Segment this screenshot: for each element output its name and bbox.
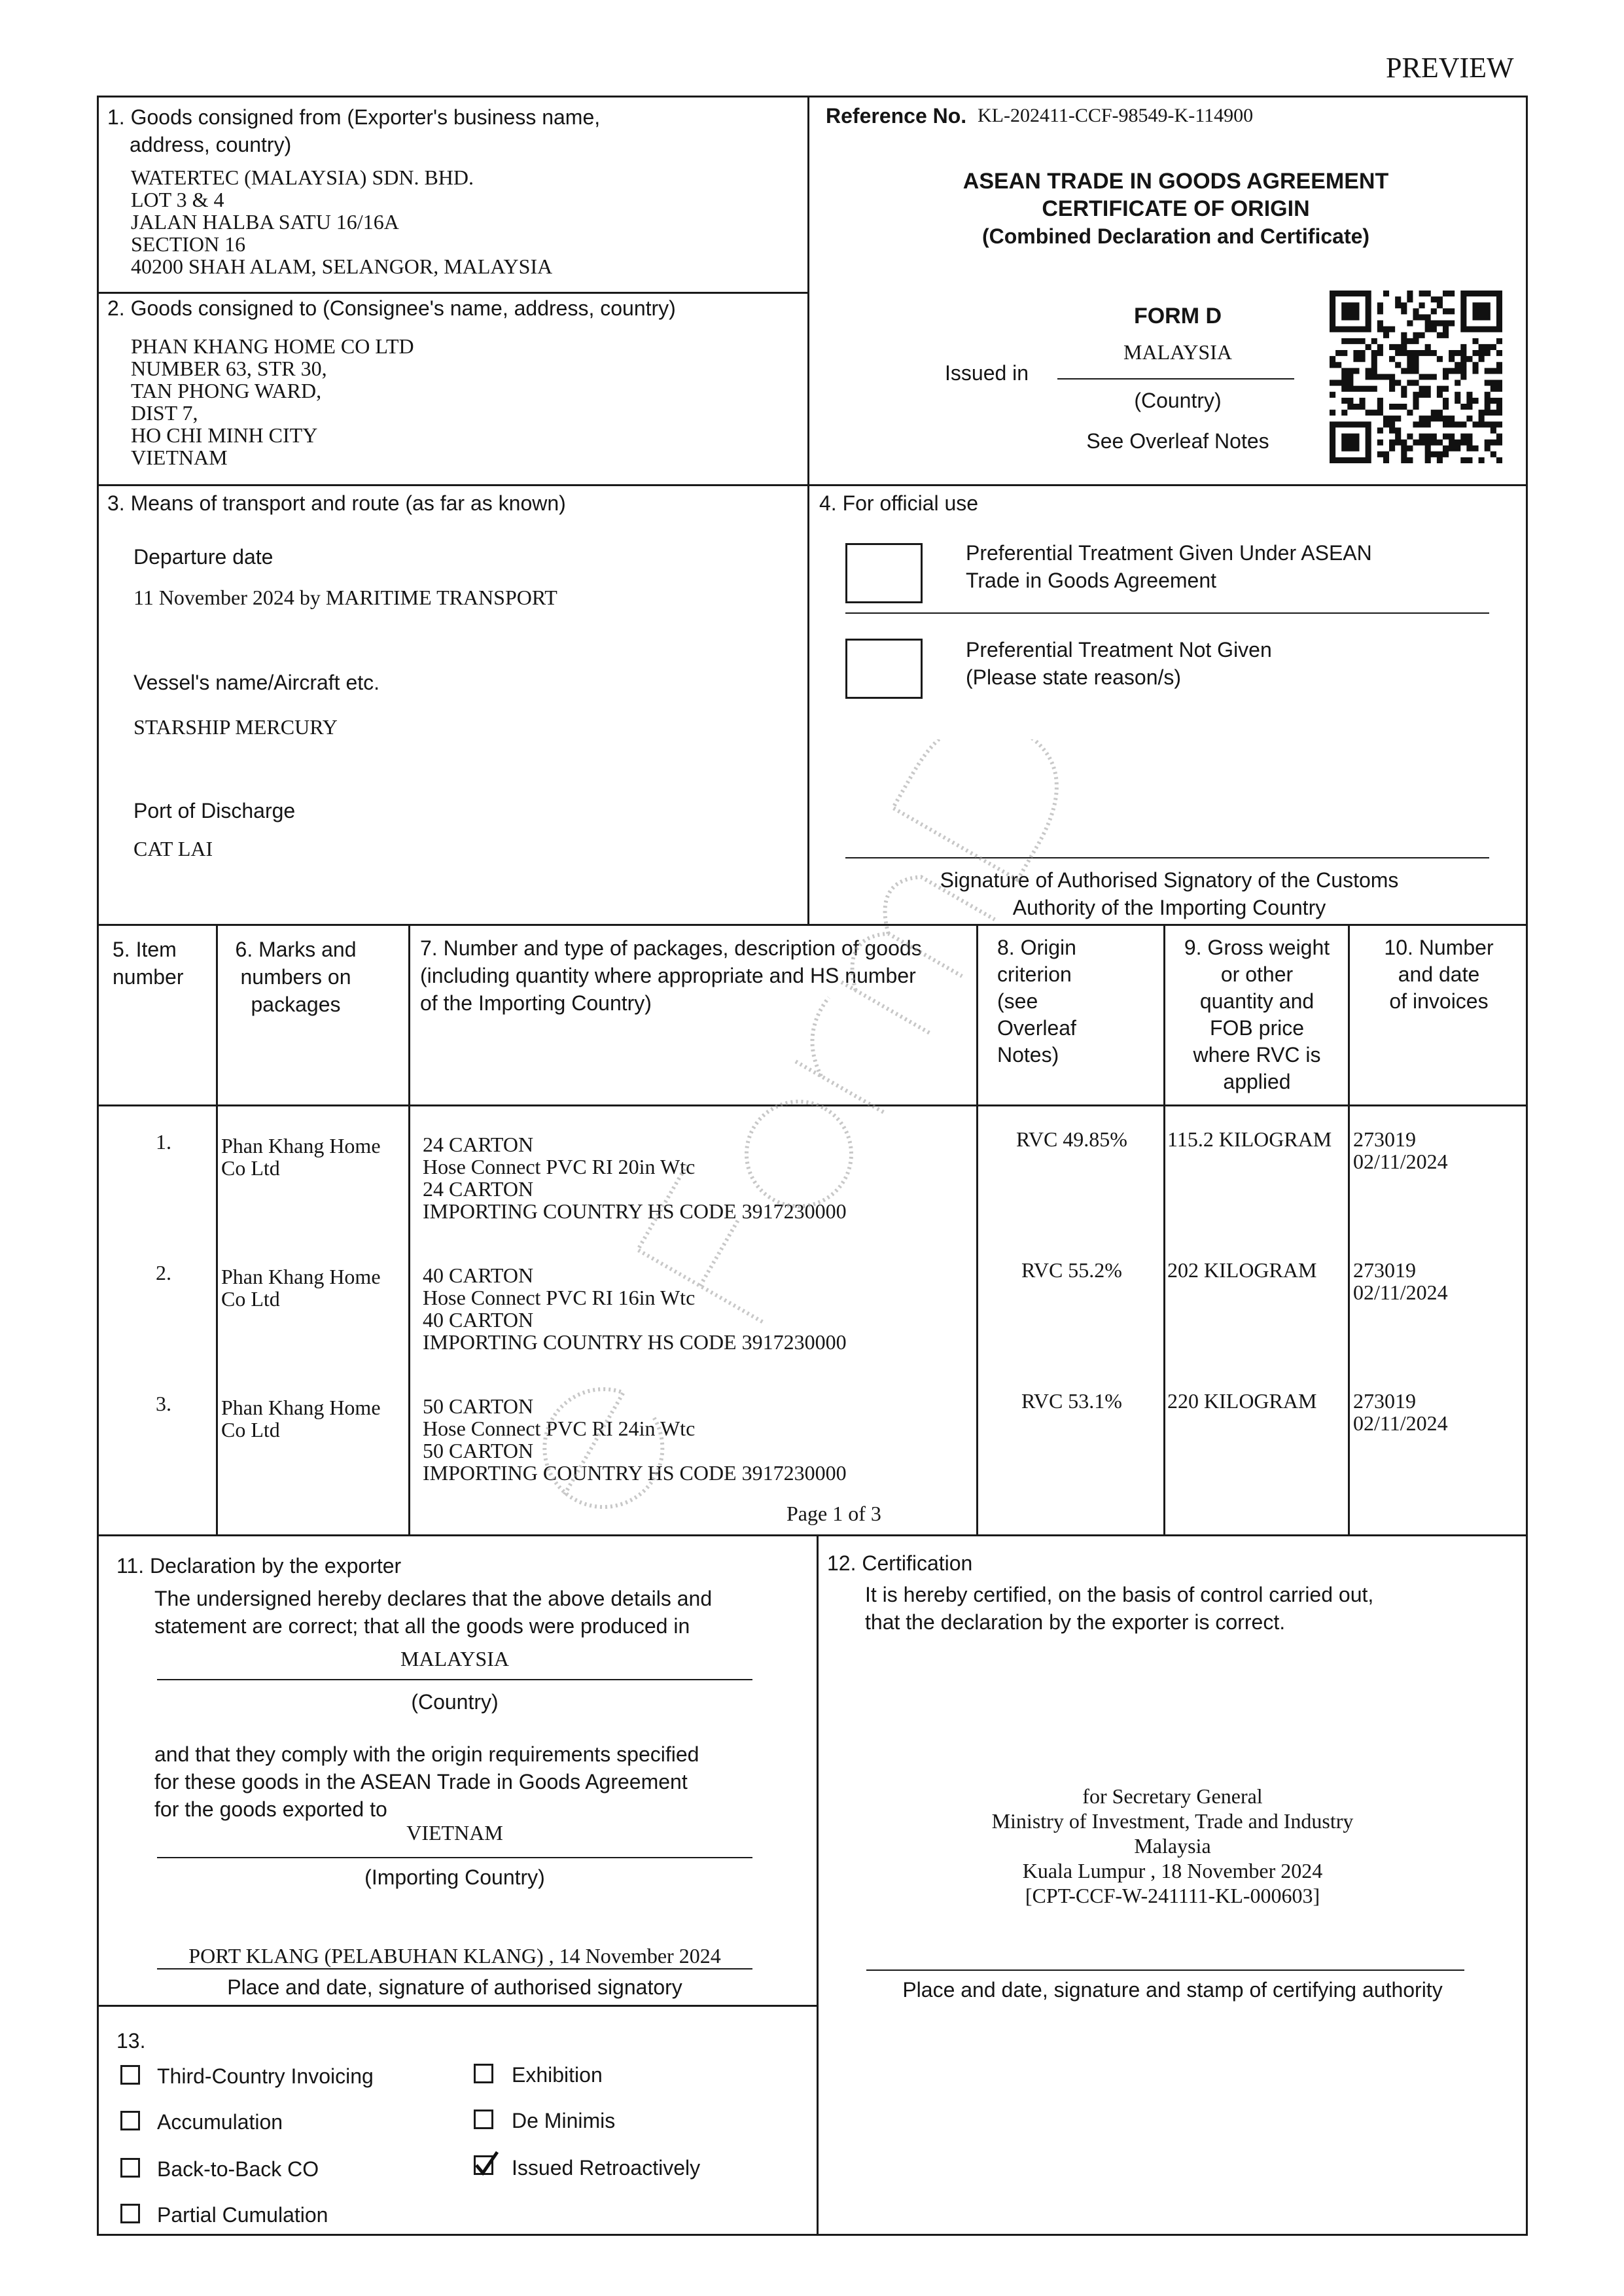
back-to-back-co-checkbox[interactable] [120,2158,140,2178]
certificate-title: CERTIFICATE OF ORIGIN [1042,196,1310,221]
back-to-back-co-label: Back-to-Back CO [157,2157,319,2181]
customs-signature-label: Signature of Authorised Signatory of the Customs [940,868,1399,892]
box11-title: 11. Declaration by the exporter [116,1554,402,1578]
item-marks: Phan Khang Home Co Ltd [221,1396,381,1441]
item-origin: RVC 49.85% [1016,1127,1127,1151]
exhibition-checkbox[interactable] [474,2064,493,2083]
de-minimis-label: De Minimis [512,2109,616,2132]
form-d-label: FORM D [1133,304,1222,328]
treatment-not-given-checkbox[interactable] [845,639,923,699]
treatment-not-given-reason: (Please state reason/s) [966,665,1182,689]
item-description: 40 CARTON Hose Connect PVC RI 16in Wtc 40 CARTON IMPORTING COUNTRY HS CODE 3917230000 [423,1263,847,1354]
box4-title: 4. For official use [819,491,979,515]
item-weight: 115.2 KILOGRAM [1167,1127,1332,1151]
de-minimis-checkbox[interactable] [474,2110,493,2129]
box2-box3-divider [97,484,1528,486]
issued-in-label: Issued in [945,361,1029,385]
accumulation-checkbox[interactable] [120,2111,140,2130]
declaration-country-line [157,1679,752,1680]
item-invoice: 273019 02/11/2024 [1353,1389,1448,1435]
departure-value: 11 November 2024 by MARITIME TRANSPORT [133,586,557,609]
consignee-details: PHAN KHANG HOME CO LTD NUMBER 63, STR 30, TAN PHONG WARD, DIST 7, HO CHI MINH CITY VIETNAM [131,334,414,469]
table-bottom [97,1534,1528,1536]
reference-label: Reference No. [826,104,967,128]
exporter-signature-label: Place and date, signature of authorised signatory [227,1975,682,1999]
issued-retroactively-label: Issued Retroactively [512,2156,701,2180]
port-label: Port of Discharge [133,799,296,822]
issued-retroactively-checkbox[interactable] [474,2155,493,2175]
declaration-country: MALAYSIA [400,1647,509,1670]
table-header-divider [97,1104,1528,1106]
preview-label: PREVIEW [1386,52,1514,84]
reference-number: KL-202411-CCF-98549-K-114900 [978,105,1254,126]
item-invoice: 273019 02/11/2024 [1353,1258,1448,1304]
frame-bottom [97,2234,1528,2236]
col-item-number: 5. Item number [113,938,184,989]
importing-country: VIETNAM [406,1821,503,1845]
partial-cumulation-checkbox[interactable] [120,2204,140,2223]
box11-box13-divider [97,2005,818,2007]
certification-text: It is hereby certified, on the basis of control carried out, that the declaration by the exporter is correct. [865,1583,1374,1634]
item-weight: 202 KILOGRAM [1167,1258,1317,1282]
item-description: 50 CARTON Hose Connect PVC RI 24in Wtc 50 CARTON IMPORTING COUNTRY HS CODE 3917230000 [423,1394,847,1485]
frame-left [97,96,99,2236]
declaration-text: The undersigned hereby declares that the above details and statement are correct; that all the goods were produced in [154,1587,713,1638]
col-marks: 6. Marks and numbers on packages [235,938,357,1016]
box13-title: 13. [116,2029,146,2053]
item-origin: RVC 55.2% [1021,1258,1122,1282]
partial-cumulation-label: Partial Cumulation [157,2203,328,2227]
col-line-7 [976,924,978,1536]
accumulation-label: Accumulation [157,2110,283,2134]
vessel-label: Vessel's name/Aircraft etc. [133,671,380,694]
frame-right [1526,96,1528,2236]
customs-signature-line [845,857,1489,858]
box3-table-divider [97,924,1528,926]
certifying-signature-line [866,1969,1464,1971]
col-line-9 [1348,924,1350,1536]
item-number: 1. [156,1130,171,1154]
page-indicator: Page 1 of 3 [786,1502,881,1525]
box1-box2-divider [97,292,809,294]
declaration-text-2: and that they comply with the origin requirements specified for these goods in the ASEAN Trade in Goods Agreement for the goods exported to [154,1742,699,1821]
box1-title-cont: address, country) [130,133,292,156]
item-number: 3. [156,1392,171,1415]
col-line-8 [1163,924,1165,1536]
importing-country-label: (Importing Country) [364,1865,545,1889]
combined-subtitle: (Combined Declaration and Certificate) [981,224,1370,248]
col-line-5 [216,924,218,1536]
box1-title: 1. Goods consigned from (Exporter's business name, [107,105,601,129]
overleaf-notes: See Overleaf Notes [1086,429,1269,453]
agreement-title: ASEAN TRADE IN GOODS AGREEMENT [962,169,1389,194]
departure-label: Departure date [133,545,274,569]
third-country-invoicing-checkbox[interactable] [120,2065,140,2085]
exporter-signature-line [157,1968,752,1969]
certifying-signature-label: Place and date, signature and stamp of certifying authority [902,1978,1443,2002]
issued-country: MALAYSIA [1123,340,1232,364]
third-country-invoicing-label: Third-Country Invoicing [157,2064,374,2088]
box3-title: 3. Means of transport and route (as far as known) [107,491,566,515]
treatment-given-label-cont: Trade in Goods Agreement [966,569,1217,592]
vessel-value: STARSHIP MERCURY [133,715,338,739]
item-weight: 220 KILOGRAM [1167,1389,1317,1413]
declaration-country-label: (Country) [411,1690,499,1714]
issued-country-line [1057,378,1294,380]
item-marks: Phan Khang Home Co Ltd [221,1265,381,1311]
treatment-given-line [845,612,1489,614]
frame-top [97,96,1528,97]
item-number: 2. [156,1261,171,1284]
top-vertical-divider [807,96,809,925]
col-invoices: 10. Number and date of invoices [1384,936,1494,1013]
country-label: (Country) [1134,389,1222,412]
item-origin: RVC 53.1% [1021,1389,1122,1413]
box12-title: 12. Certification [827,1551,973,1575]
treatment-given-label: Preferential Treatment Given Under ASEAN [966,541,1372,565]
item-description: 24 CARTON Hose Connect PVC RI 20in Wtc 24 CARTON IMPORTING COUNTRY HS CODE 3917230000 [423,1133,847,1223]
check-mark-icon [474,2151,500,2177]
qr-code-icon [1330,291,1502,463]
treatment-not-given-label: Preferential Treatment Not Given [966,638,1272,662]
col-gross-weight: 9. Gross weight or other quantity and FOB price where RVC is applied [1184,936,1330,1093]
port-value: CAT LAI [133,837,213,860]
exporter-details: WATERTEC (MALAYSIA) SDN. BHD. LOT 3 & 4 JALAN HALBA SATU 16/16A SECTION 16 40200 SHAH ALAM, SELANGOR, MALAYSIA [131,166,553,278]
customs-signature-label-cont: Authority of the Importing Country [1012,896,1326,919]
exporter-place-date: PORT KLANG (PELABUHAN KLANG) , 14 November 2024 [188,1944,721,1968]
bottom-vertical-divider [817,1534,819,2234]
exhibition-label: Exhibition [512,2063,603,2087]
col-line-6 [408,924,410,1536]
col-origin-criterion: 8. Origin criterion (see Overleaf Notes) [997,936,1076,1067]
col-description: 7. Number and type of packages, description of goods (including quantity where appropriate and HS number of the Importing Country) [420,936,922,1015]
item-marks: Phan Khang Home Co Ltd [221,1134,381,1180]
box2-title: 2. Goods consigned to (Consignee's name, address, country) [107,296,676,320]
importing-country-line [157,1857,752,1858]
certifying-authority: for Secretary General Ministry of Investment, Trade and Industry Malaysia Kuala Lumpur , 18 November 2024 [CPT-CCF-W-241111-KL-000603] [991,1784,1354,1907]
treatment-given-checkbox[interactable] [845,543,923,603]
item-invoice: 273019 02/11/2024 [1353,1127,1448,1173]
